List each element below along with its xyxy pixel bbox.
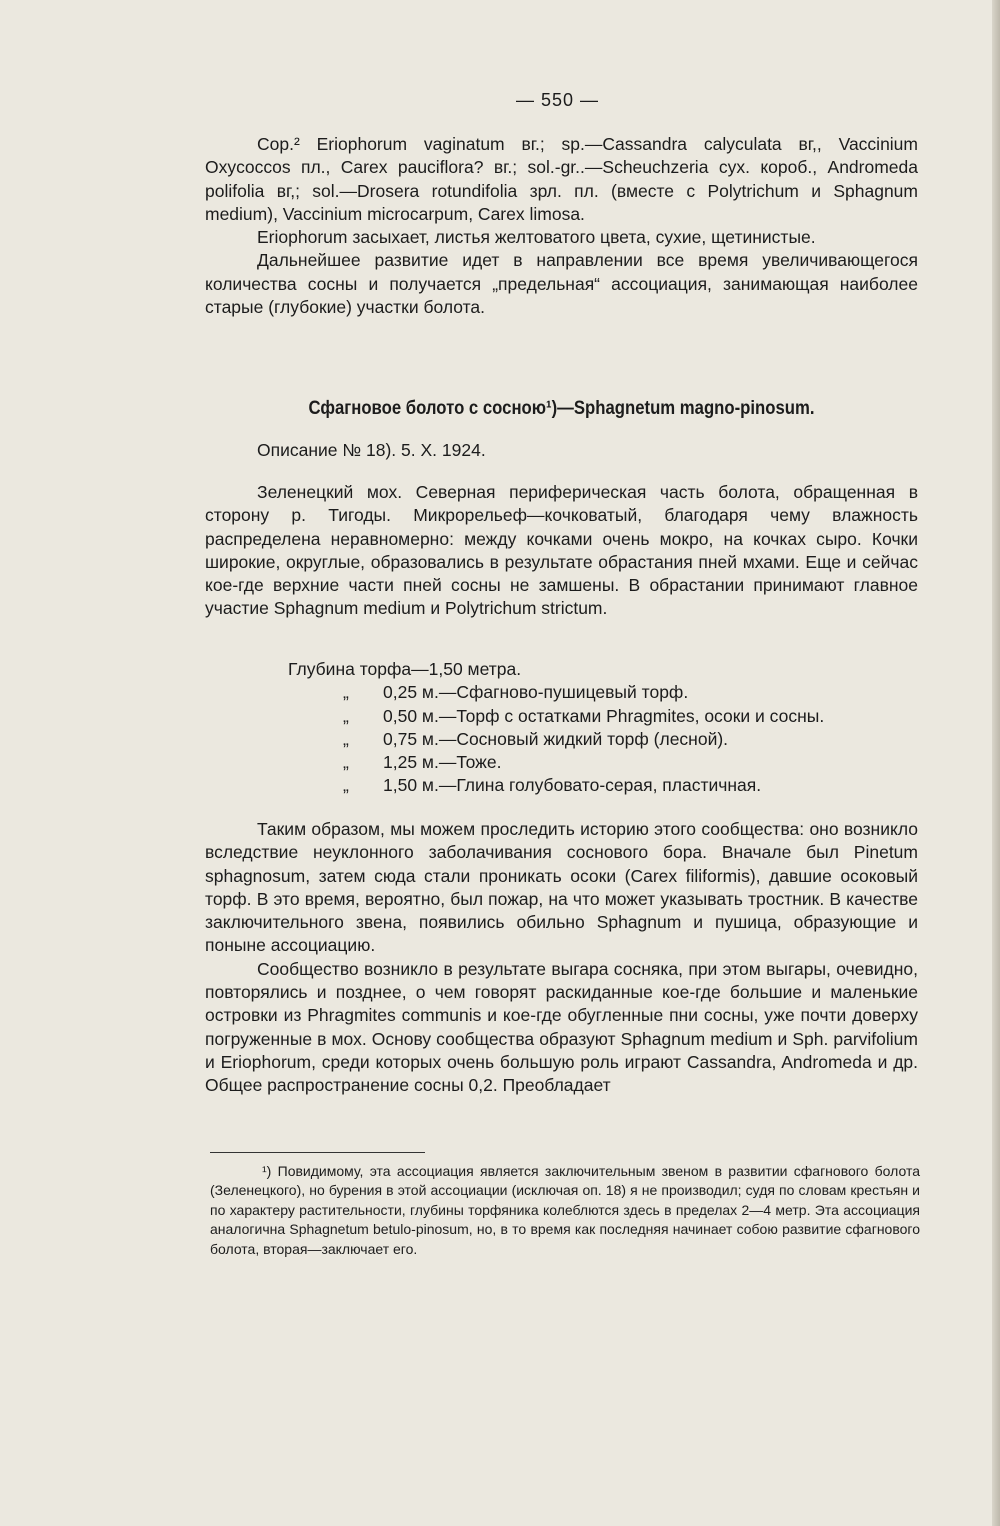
depth-value: 1,50 м.—Глина голубовато-серая, пластичная. bbox=[383, 775, 762, 796]
depth-row bbox=[288, 751, 521, 774]
ditto-mark: „ bbox=[343, 752, 349, 773]
footnote-text: ¹) Повидимому, эта ассоциация является заключительным звеном в развитии сфагнового болота (Зеленецкого), но бурения в этой ассоциации (исключая оп. 18) я не производил; судя по словам крестьян и по характеру растительности, глубины торфяника колеблются здесь в пределах 2—4 метр. Эта ассоциация аналогична Sphagnetum betulo-pinosum, но, в то время как последняя начинает собою развитие сфагнового болота, вторая—заключает его. bbox=[210, 1163, 920, 1257]
footnote bbox=[210, 1162, 920, 1259]
paragraph-species-list: Cop.² Eriophorum vaginatum вг.; sp.—Cassandra calyculata вг,, Vaccinium Oxycoccos пл., Carex pauciflora? вг.; sol.-gr..—Scheuchzeria сух. короб., Andromeda polifolia вг,; sol.—Drosera rotundifolia зрл. пл. (вместе с Polytrichum и Sphagnum medium), Vaccinium microcarpum, Carex limosa. bbox=[205, 134, 918, 224]
paragraph-description: Зеленецкий мох. Северная периферическая часть болота, обращенная в сторону р. Тигоды. Микрорельеф—кочковатый, благодаря чему влажность распределена неравномерно: между кочками очень мокро, на кочках сыро. Кочки широкие, округлые, образовались в результате обрастания пней мхами. Еще и сейчас кое-где верхние части пней сосны не замшены. В обрастании принимают главное участие Sphagnum medium и Polytrichum strictum. bbox=[205, 482, 918, 619]
depth-profile bbox=[288, 658, 825, 798]
ditto-mark: „ bbox=[343, 705, 349, 726]
description-block bbox=[205, 481, 918, 621]
page-number: — 550 — bbox=[515, 90, 600, 110]
paragraph-origin: Сообщество возникло в результате выгара сосняка, при этом выгары, очевидно, повторялись и позднее, о чем говорят раскиданные кое-где большие и маленькие островки из Phragmites communis и кое-где обугленные пни сосны, уже почти доверху погруженные в мох. Основу сообщества образуют Sphagnum medium и Sph. parvifolium и Eriophorum, среди которых очень большую роль играют Cassandra, Andromeda и др. Общее распространение сосны 0,2. Преобладает bbox=[205, 958, 918, 1096]
footnote-divider bbox=[210, 1152, 425, 1153]
depth-heading: Глубина торфа—1,50 метра. bbox=[288, 659, 522, 679]
history-block bbox=[205, 818, 918, 1098]
depth-row bbox=[288, 728, 729, 751]
paragraph-eriophorum: Eriophorum засыхает, листья желтоватого цвета, сухие, щетинистые. bbox=[257, 227, 816, 248]
depth-row bbox=[288, 774, 762, 797]
depth-value: 1,25 м.—Тоже. bbox=[383, 752, 502, 773]
depth-row bbox=[288, 705, 825, 728]
paragraph-history: Таким образом, мы можем проследить историю этого сообщества: оно возникло вследствие неуклонного заболачивания соснового бора. Вначале был Pinetum sphagnosum, затем сюда стали проникать осоки (Carex filiformis), давшие осоковый торф. В это время, вероятно, был пожар, на что может указывать тростник. В качестве заключительного звена, появились обильно Sphagnum и пушица, образующие и поныне ассоциацию. bbox=[205, 819, 918, 956]
ditto-mark: „ bbox=[343, 728, 349, 749]
top-text-block bbox=[205, 133, 918, 319]
ditto-mark: „ bbox=[343, 682, 349, 703]
depth-value: 0,25 м.—Сфагново-пушицевый торф. bbox=[383, 682, 689, 703]
ditto-mark: „ bbox=[343, 775, 349, 796]
section-heading: Сфагновое болото с сосною¹)—Sphagnetum magno-pinosum. bbox=[308, 398, 815, 419]
paragraph-development: Дальнейшее развитие идет в направлении все время увеличивающегося количества сосны и получается „предельная“ ассоциация, занимающая наиболее старые (глубокие) участки болота. bbox=[205, 250, 918, 318]
depth-value: 0,50 м.—Торф с остатками Phragmites, осоки и сосны. bbox=[383, 705, 825, 726]
page-edge-shadow bbox=[992, 0, 1000, 1526]
depth-row bbox=[288, 681, 689, 704]
description-subheading: Описание № 18). 5. X. 1924. bbox=[257, 440, 486, 460]
depth-value: 0,75 м.—Сосновый жидкий торф (лесной). bbox=[383, 728, 729, 749]
